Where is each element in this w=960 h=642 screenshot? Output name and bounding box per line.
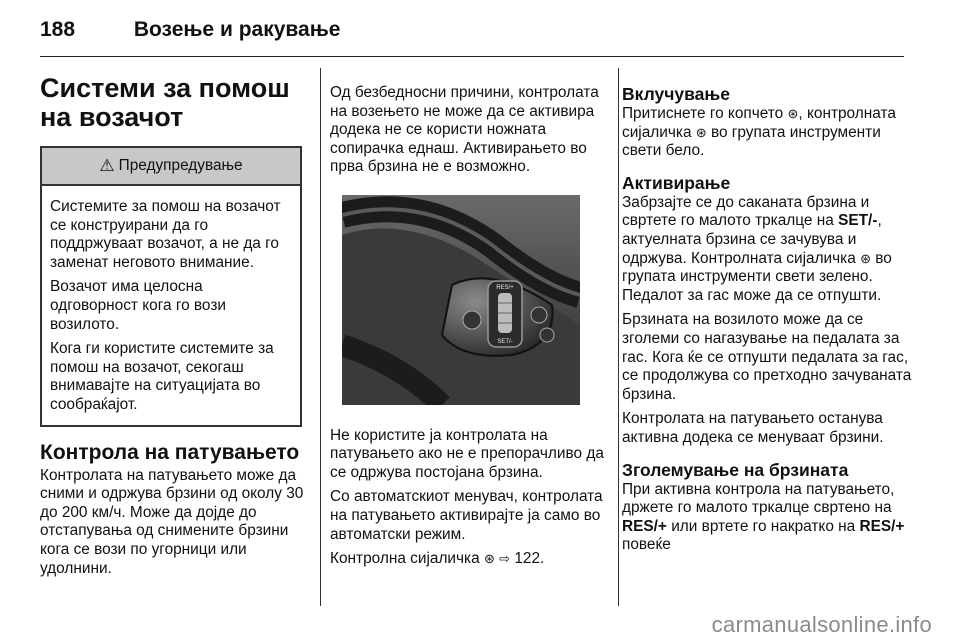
body-paragraph: Контролата на патувањето може да сними и одржува брзини од околу 30 до 200 км/ч. Може да дојде до отстапувања од снимените брзини кога се вози по угорници или удолнини. — [40, 466, 304, 577]
body-paragraph: Не користите ја контролата на патувањето ако не е препорачливо да се одржува постојана брзина. — [330, 426, 604, 481]
page-reference: 122. — [514, 550, 545, 568]
steering-wheel-photo — [342, 195, 580, 405]
text-span: во групата инструменти свети зелено. — [622, 249, 892, 286]
text-span: повеќе — [622, 536, 671, 554]
cruise-control-icon: ⊛ — [695, 124, 707, 140]
warning-body — [42, 186, 300, 425]
column-1 — [40, 74, 304, 584]
page-number: 188 — [40, 18, 76, 41]
column-divider-2 — [618, 68, 619, 606]
header-rule — [40, 56, 904, 57]
chapter-title: Возење и ракување — [133, 18, 341, 41]
cruise-control-icon: ⊛ — [787, 106, 799, 121]
res-plus-text: RES/+ — [622, 517, 667, 535]
warning-paragraph: Системите за помош на возачот се конструирани да го поддржуваат возачот, а не да го заменат неговото внимание. — [50, 198, 281, 271]
section-title-driver-assistance: Системи за помош на возачот — [40, 73, 290, 132]
page-header — [40, 18, 340, 42]
subheading-activation: Активирање — [622, 172, 731, 193]
set-minus-label: SET/- — [497, 338, 513, 345]
text-span: При активна контрола на патувањето, држете го малото тркалце свртено на — [622, 480, 895, 517]
text-span: во групата инструменти свети бело. — [622, 123, 881, 160]
column-2 — [330, 84, 606, 575]
cruise-control-icon: ⊛ — [483, 551, 495, 567]
cruise-control-icon: ⊛ — [860, 250, 871, 266]
column-3 — [622, 84, 912, 561]
set-minus-text: SET/- — [838, 212, 878, 230]
body-paragraph — [622, 105, 912, 161]
warning-heading: Предупредување — [118, 156, 243, 174]
column-divider-1 — [320, 68, 321, 606]
reference-line — [330, 550, 606, 569]
text-span: , актуелната брзина се зачувува и одржува. Контролната сијаличка — [622, 212, 882, 267]
text-span: или вртете го накратко на — [671, 517, 856, 535]
res-plus-text: RES/+ — [859, 517, 905, 535]
warning-paragraph: Кога ги користите системите за помош на возачот, секогаш внимавајте на ситуацијата во сообраќајот. — [50, 340, 274, 413]
body-paragraph: Контролата на патувањето останува активна додека се менуваат брзини. — [622, 410, 884, 446]
text-span: Забрзајте се до саканата брзина и свртете го малото тркалце на — [622, 193, 870, 230]
text-span: Педалот за гас може да се отпушти. — [622, 286, 882, 304]
body-paragraph: Од безбедносни причини, контролата на возењето не може да се активира додека не се користи ножната сопирачка еднаш. Активирањето во прва брзина не е возможно. — [330, 84, 599, 176]
text-span: , контролната сијаличка — [622, 105, 896, 141]
watermark: carmanualsonline.info — [711, 612, 932, 637]
text-span: Притиснете го копчето — [622, 105, 784, 122]
warning-box — [40, 146, 302, 427]
warning-header — [42, 148, 300, 186]
indicator-text: Контролна сијаличка — [330, 550, 480, 568]
reference-arrow-icon: ⇨ — [499, 551, 511, 567]
body-paragraph: Со автоматскиот менувач, контролата на патувањето активирајте ја само во автоматски режим. — [330, 488, 603, 543]
warning-triangle-icon: ⚠ — [99, 155, 115, 175]
res-plus-label: RES/+ — [496, 284, 514, 291]
subheading-increase-speed: Зголемување на брзината — [622, 459, 849, 480]
warning-paragraph: Возачот има целосна одговорност кога го вози возилото. — [50, 278, 226, 333]
body-paragraph — [622, 481, 912, 555]
section-title-cruise-control: Контрола на патувањето — [40, 440, 300, 464]
body-paragraph: Брзината на возилото може да се зголеми со нагазување на педалата за гас. Кога ќе се отпушти педалата за гас, се продолжува со претходно зачуваната брзина. — [622, 311, 912, 403]
body-paragraph — [622, 194, 912, 306]
subheading-switch-on: Вклучување — [622, 84, 730, 104]
